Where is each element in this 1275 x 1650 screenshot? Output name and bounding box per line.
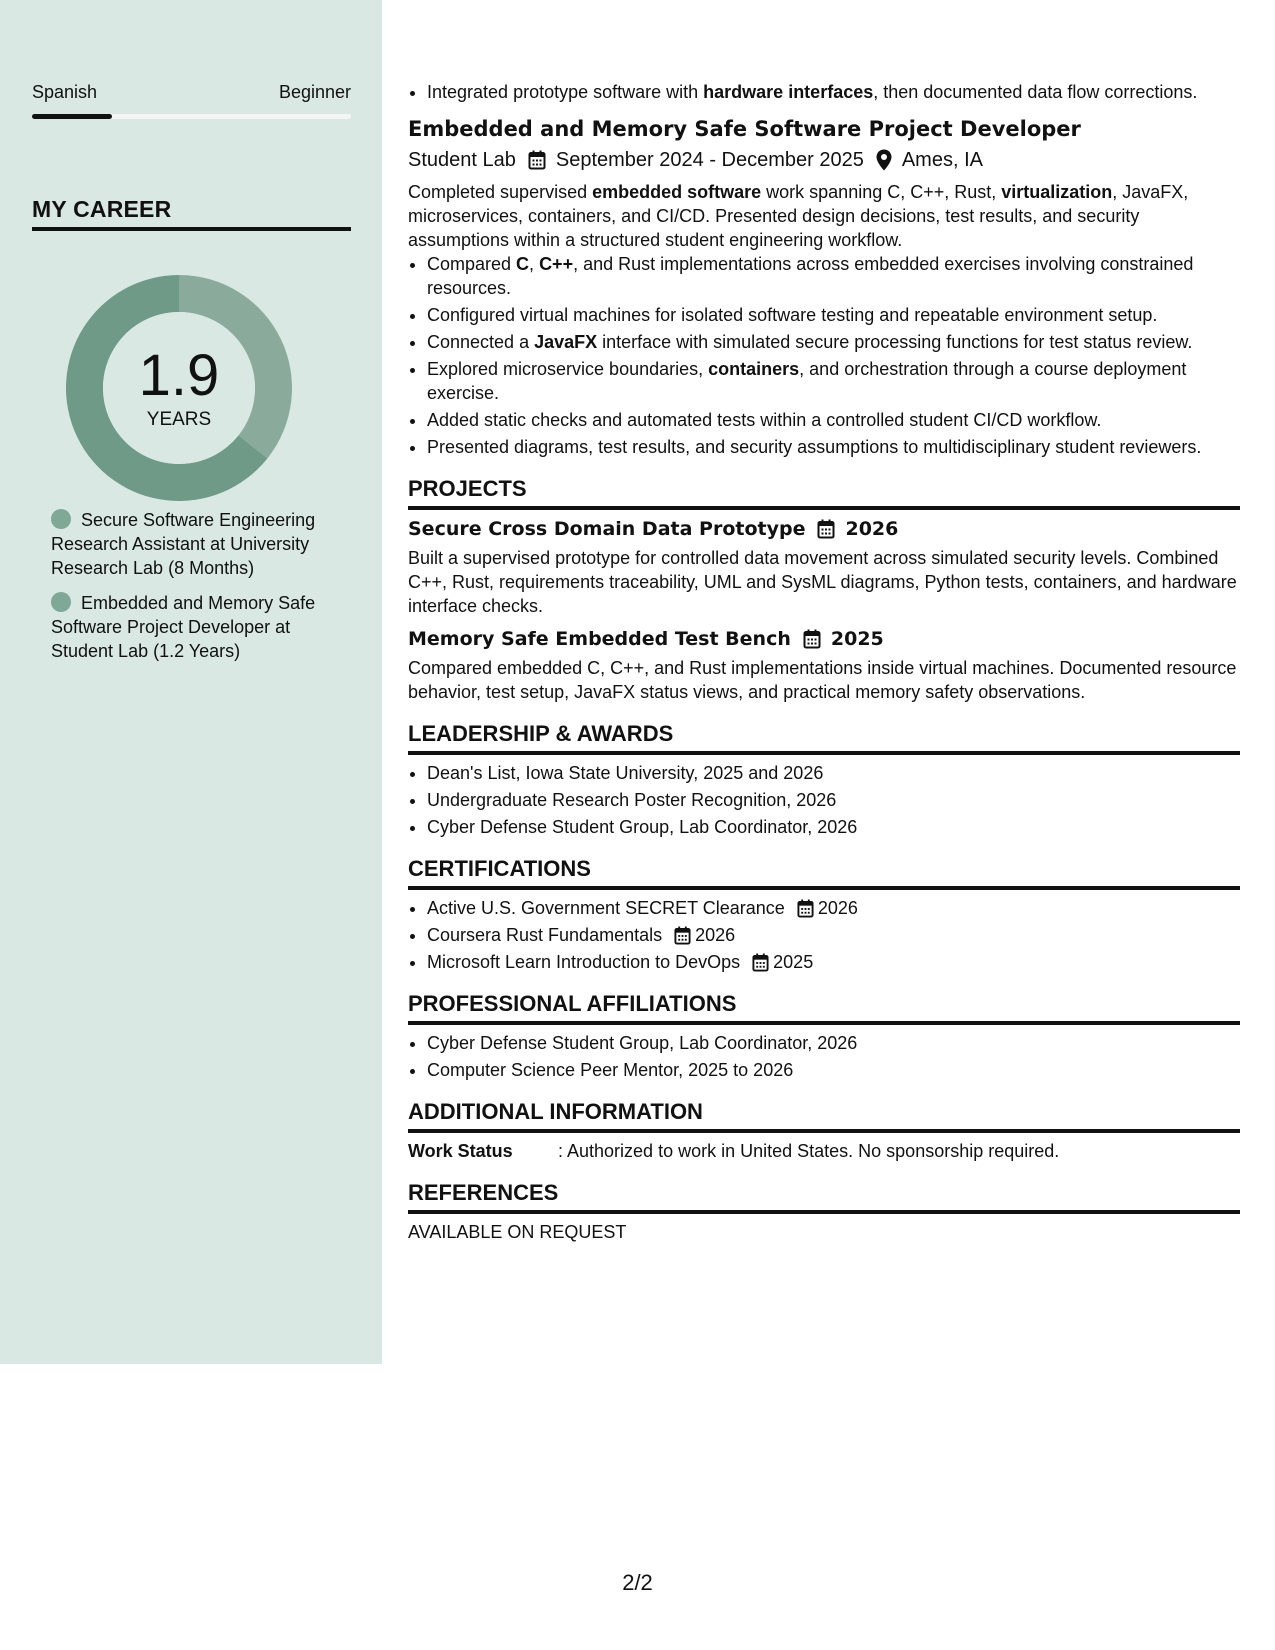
list-item [427, 923, 1240, 947]
bullet-text: , and Rust implementations across embedded exercises involving constrained resources. [427, 254, 1194, 298]
work-status-value: : Authorized to work in United States. No sponsorship required. [558, 1141, 1060, 1161]
job-meta [408, 146, 1240, 174]
list-item: • Computer Science Peer Mentor, 2025 to 2026 [427, 1058, 1240, 1082]
job-location: Ames, IA [901, 149, 983, 171]
bullet-keyword: containers [708, 359, 800, 379]
summary-text: , JavaFX, microservices, containers, and CI/CD. Presented design decisions, test results, and security assumptions within a structured student engineering workflow. [408, 182, 1189, 250]
summary-keyword: embedded software [592, 182, 762, 202]
summary-text: work spanning C, C++, Rust, [761, 182, 1002, 202]
bullet-text: , then documented data flow corrections. [873, 82, 1198, 102]
section-rule [408, 1129, 1240, 1133]
bullet-keyword: C [516, 254, 530, 274]
section-rule [408, 1210, 1240, 1214]
cert-year: 2025 [773, 952, 814, 972]
job-dates: September 2024 - December 2025 [555, 149, 864, 171]
calendar-icon [528, 150, 546, 170]
language-proficiency-bar [32, 114, 351, 119]
leadership-heading: LEADERSHIP & AWARDS [408, 721, 674, 746]
project-year: 2026 [845, 518, 899, 540]
page-number: 2/2 [622, 1570, 653, 1595]
section-rule [408, 506, 1240, 510]
calendar-icon [803, 629, 821, 649]
leadership-list [408, 761, 1240, 839]
language-name: Spanish [32, 82, 98, 102]
cert-name: • Coursera Rust Fundamentals [427, 925, 663, 945]
calendar-icon [797, 899, 814, 918]
career-total-unit: YEARS [146, 409, 212, 430]
cert-year: 2026 [817, 898, 858, 918]
bullet-item: • Presented diagrams, test results, and security assumptions to multidisciplinary student reviewers. [427, 435, 1240, 459]
project-title: Secure Cross Domain Data Prototype [408, 518, 806, 540]
location-pin-icon [876, 149, 892, 171]
career-total-value: 1.9 [138, 343, 220, 408]
bullet-text: Compared [427, 254, 517, 274]
bullet-keyword: hardware interfaces [703, 82, 874, 102]
certifications-list [408, 896, 1240, 974]
language-proficiency-fill [32, 114, 112, 119]
bullet-text: , [529, 254, 540, 274]
bullet-item [427, 357, 1240, 405]
language-level: Beginner [278, 82, 351, 102]
affiliations-list [408, 1031, 1240, 1082]
project-title-row [408, 516, 1240, 542]
calendar-icon [674, 926, 691, 945]
main-content [408, 80, 1240, 1244]
career-heading-rule [32, 227, 351, 231]
career-item-text: Secure Software Engineering Research Assistant at University Research Lab (8 Months) [51, 510, 316, 578]
list-item: • Dean's List, Iowa State University, 2025 and 2026 [427, 761, 1240, 785]
section-rule [408, 886, 1240, 890]
career-item [51, 591, 336, 663]
bullet-item: • Added static checks and automated tests within a controlled student CI/CD workflow. [427, 408, 1240, 432]
list-item [427, 896, 1240, 920]
bullet-text: Integrated prototype software with [427, 82, 704, 102]
project-title: Memory Safe Embedded Test Bench [408, 628, 791, 650]
cert-name: • Active U.S. Government SECRET Clearance [427, 898, 785, 918]
calendar-icon [752, 953, 769, 972]
job-title: Embedded and Memory Safe Software Project Developer [408, 117, 1081, 141]
projects-heading: PROJECTS [408, 476, 527, 501]
calendar-icon [817, 519, 835, 539]
bullet-text: Connected a [427, 332, 535, 352]
project-year: 2025 [830, 628, 884, 650]
job-company: Student Lab [408, 149, 516, 171]
career-item-text: Embedded and Memory Safe Software Project Developer at Student Lab (1.2 Years) [51, 593, 316, 661]
bullet-item: • Configured virtual machines for isolated software testing and repeatable environment setup. [427, 303, 1240, 327]
cert-name: • Microsoft Learn Introduction to DevOps [427, 952, 741, 972]
list-item: • Cyber Defense Student Group, Lab Coordinator, 2026 [427, 815, 1240, 839]
previous-role-bullets [408, 80, 1240, 104]
work-status-label: Work Status [408, 1141, 513, 1161]
list-item [427, 950, 1240, 974]
bullet-item [427, 330, 1240, 354]
sidebar [0, 0, 382, 1364]
list-item: • Undergraduate Research Poster Recognition, 2026 [427, 788, 1240, 812]
project-description: Compared embedded C, C++, and Rust implementations inside virtual machines. Documented resource behavior, test setup, JavaFX status views, and practical memory safety observations. [408, 658, 1237, 702]
list-item: • Cyber Defense Student Group, Lab Coordinator, 2026 [427, 1031, 1240, 1055]
references-text: AVAILABLE ON REQUEST [408, 1222, 627, 1242]
bullet-keyword: JavaFX [534, 332, 598, 352]
career-legend-dot [51, 509, 71, 529]
career-legend-dot [51, 592, 71, 612]
project-description: Built a supervised prototype for controlled data movement across simulated security levels. Combined C++, Rust, requirements traceability, UML and SysML diagrams, Python tests, containers, and hardware interface checks. [408, 548, 1237, 616]
certifications-heading: CERTIFICATIONS [408, 856, 591, 881]
work-status-row [408, 1139, 1240, 1163]
section-rule [408, 751, 1240, 755]
summary-text: Completed supervised [408, 182, 593, 202]
career-item [51, 508, 336, 580]
section-rule [408, 1021, 1240, 1025]
affiliations-heading: PROFESSIONAL AFFILIATIONS [408, 991, 737, 1016]
job-summary [408, 180, 1240, 252]
bullet-text: Explored microservice boundaries, [427, 359, 709, 379]
cert-year: 2026 [695, 925, 736, 945]
additional-info-heading: ADDITIONAL INFORMATION [408, 1099, 703, 1124]
summary-keyword: virtualization [1001, 182, 1113, 202]
bullet-text: , and orchestration through a course deployment exercise. [427, 359, 1187, 403]
bullet-item [427, 252, 1240, 300]
project-title-row [408, 626, 1240, 652]
career-heading: MY CAREER [32, 196, 172, 222]
bullet-text: interface with simulated secure processing functions for test status review. [597, 332, 1193, 352]
bullet-item [427, 80, 1240, 104]
language-row [32, 82, 351, 103]
bullet-keyword: C++ [539, 254, 574, 274]
references-heading: REFERENCES [408, 1180, 559, 1205]
job-bullets [408, 252, 1240, 459]
